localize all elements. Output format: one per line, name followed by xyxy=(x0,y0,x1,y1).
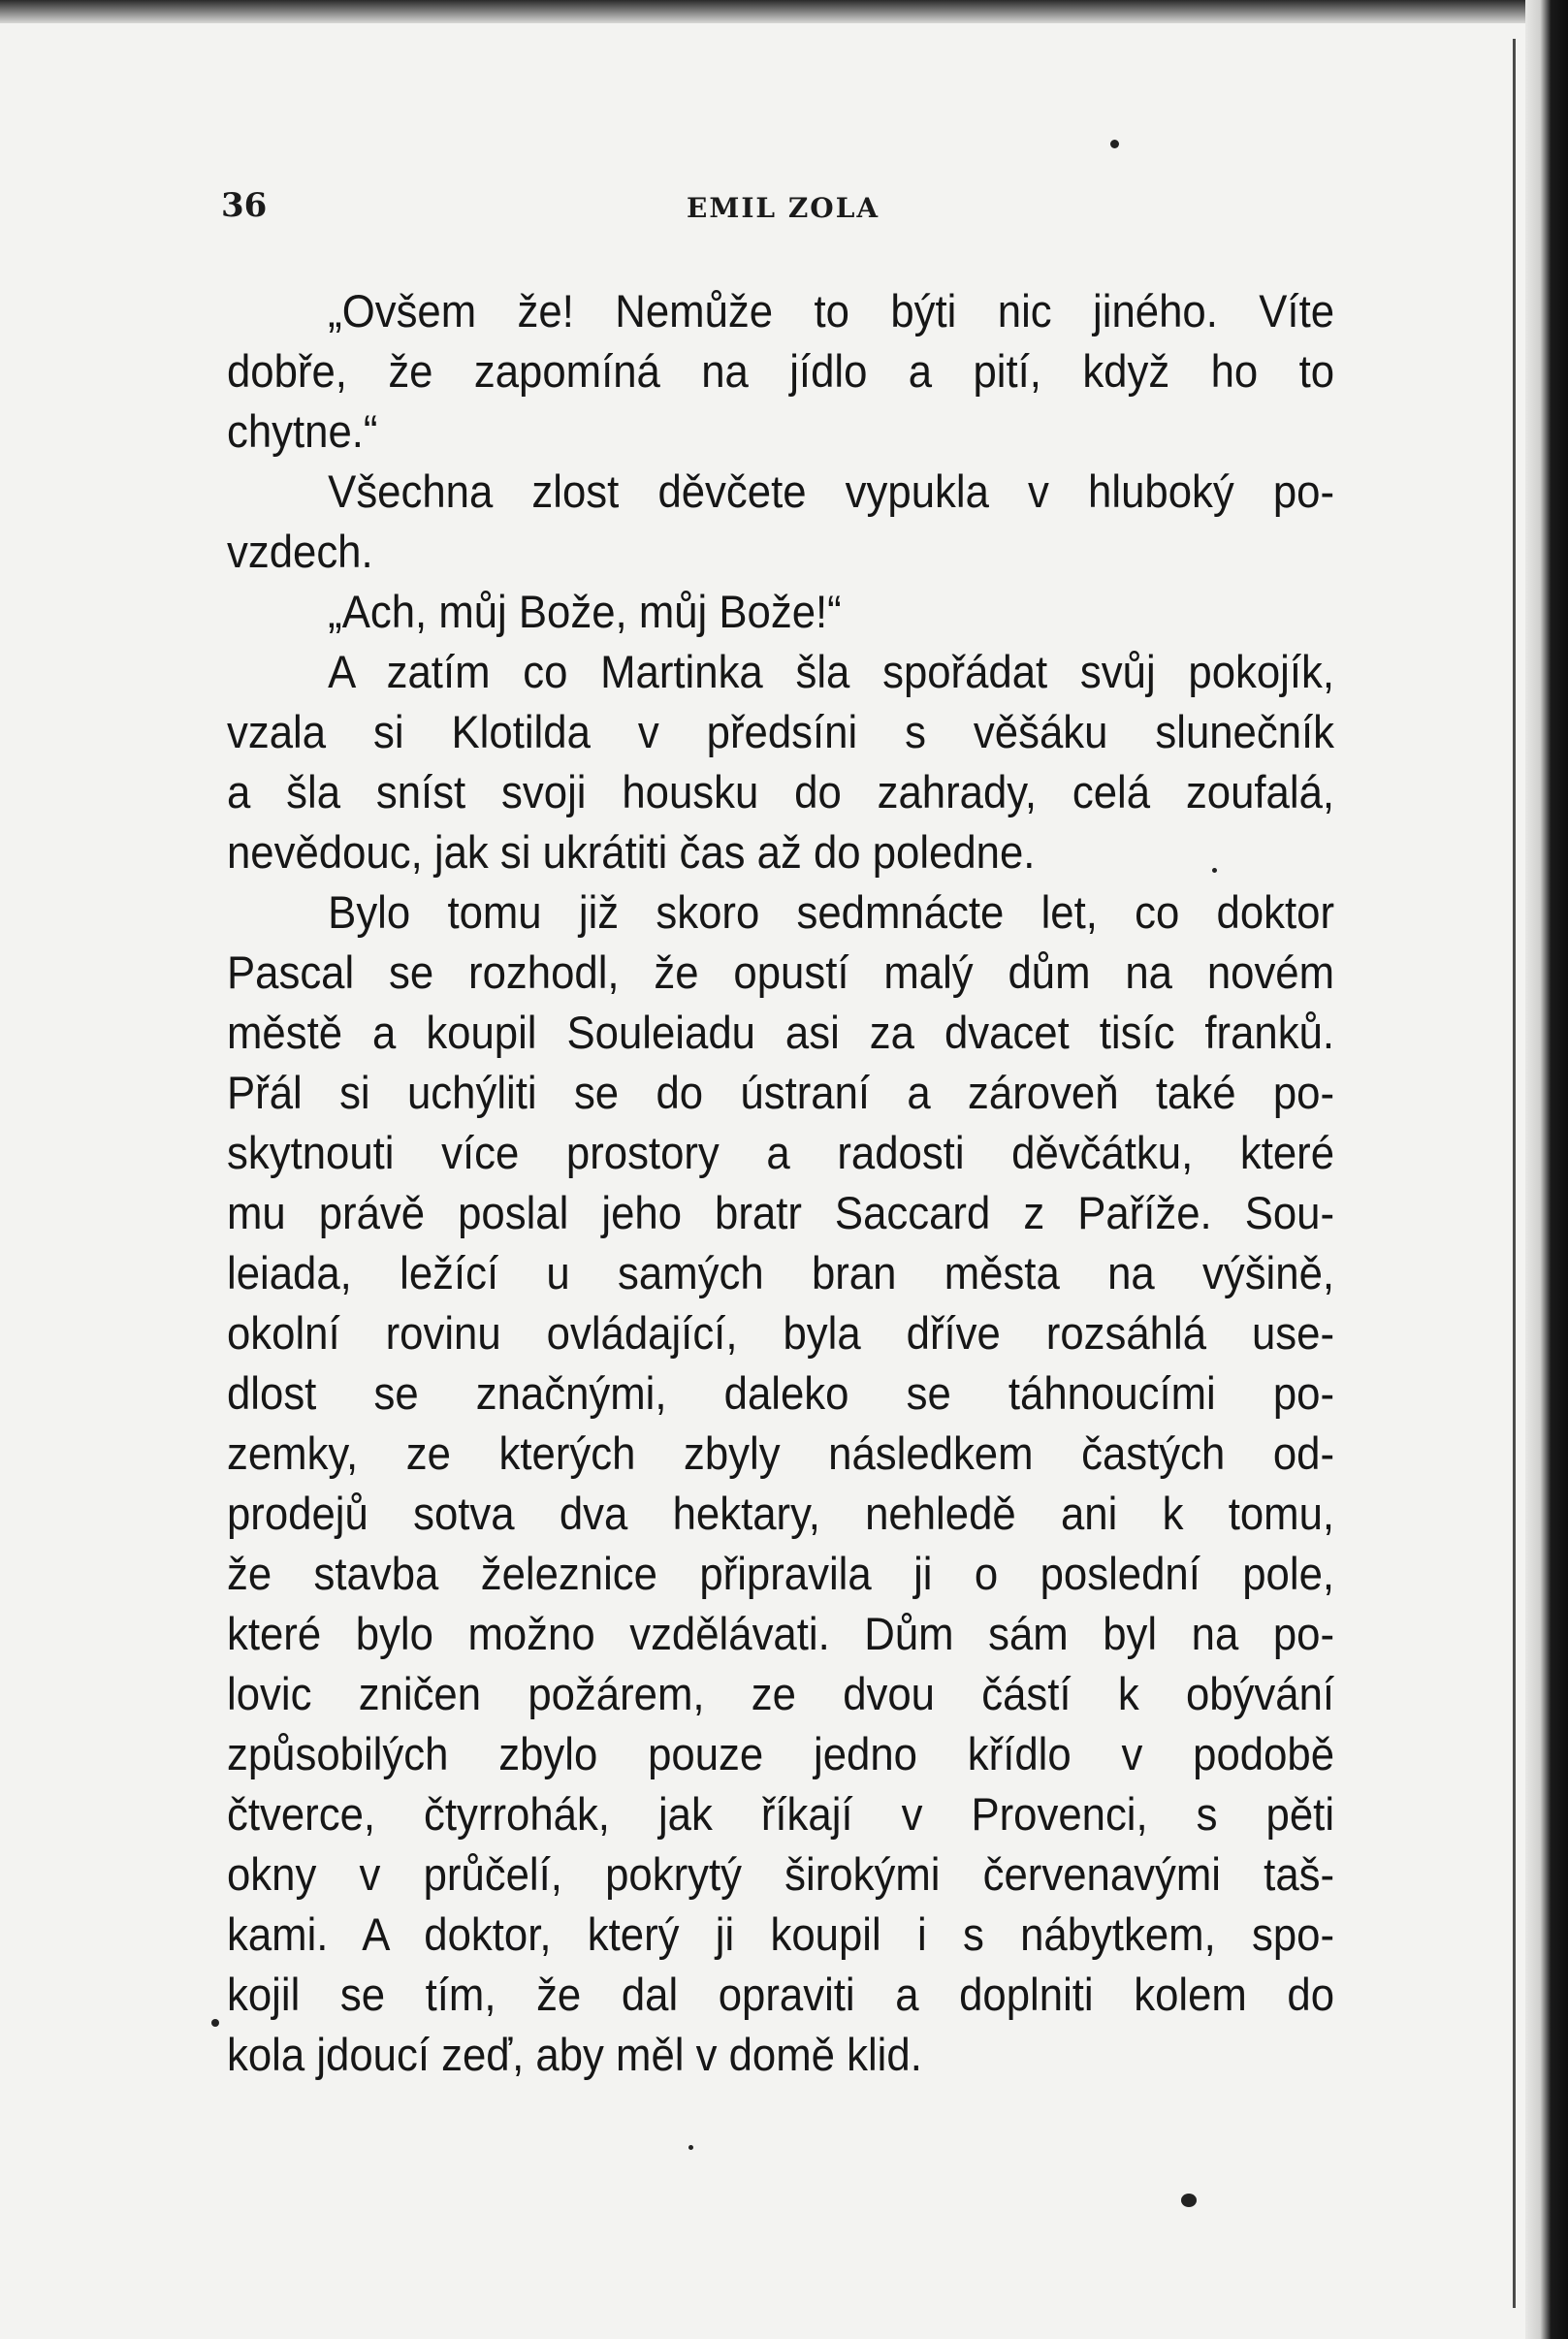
text-line: Všechna zlost děvčete vypukla v hluboký po- xyxy=(328,465,1335,517)
text-line: zemky, ze kterých zbyly následkem častých od- xyxy=(227,1427,1335,1479)
running-head: EMIL ZOLA xyxy=(687,192,880,224)
text-line: Bylo tomu již skoro sedmnácte let, co doktor xyxy=(328,886,1335,938)
page-number: 36 xyxy=(221,186,268,225)
text-line: a šla sníst svoji housku do zahrady, celá zoufalá, xyxy=(227,766,1335,817)
text-line: způsobilých zbylo pouze jedno křídlo v podobě xyxy=(227,1728,1335,1779)
text-line: „Ach, můj Bože, můj Bože!“ xyxy=(328,586,842,637)
text-line: městě a koupil Souleiadu asi za dvacet tisíc franků. xyxy=(227,1007,1335,1058)
text-line: Pascal se rozhodl, že opustí malý dům na novém xyxy=(227,946,1335,998)
scan-speck xyxy=(688,2145,693,2150)
page-header xyxy=(221,186,1346,235)
text-line: prodejů sotva dva hektary, nehledě ani k tomu, xyxy=(227,1488,1335,1539)
text-line: A zatím co Martinka šla spořádat svůj pokojík, xyxy=(328,646,1335,697)
text-line: čtverce, čtyrrohák, jak říkají v Provenci, s pěti xyxy=(227,1788,1335,1840)
scan-right-edge xyxy=(1525,0,1568,2339)
scan-speck xyxy=(211,2019,219,2027)
text-line: kami. A doktor, který ji koupil i s nábytkem, spo- xyxy=(227,1908,1335,1960)
text-line: mu právě poslal jeho bratr Saccard z Paříže. Sou- xyxy=(227,1187,1335,1238)
text-line: Přál si uchýliti se do ústraní a zároveň také po- xyxy=(227,1067,1335,1118)
text-line: vzdech. xyxy=(227,526,373,577)
text-line: nevědouc, jak si ukrátiti čas až do poledne. xyxy=(227,826,1036,878)
text-line: kola jdoucí zeď, aby měl v domě klid. xyxy=(227,2029,922,2080)
text-line: které bylo možno vzdělávati. Dům sám byl na po- xyxy=(227,1608,1335,1659)
scan-speck xyxy=(1181,2194,1197,2207)
text-line: okolní rovinu ovládající, byla dříve rozsáhlá use- xyxy=(227,1307,1335,1359)
text-line: skytnouti více prostory a radosti děvčátku, které xyxy=(227,1127,1335,1178)
text-line: kojil se tím, že dal opraviti a doplniti kolem do xyxy=(227,1969,1335,2020)
scan-speck xyxy=(1110,140,1119,148)
text-line: dlost se značnými, daleko se táhnoucími po- xyxy=(227,1367,1335,1419)
text-line: chytne.“ xyxy=(227,405,378,457)
text-line: okny v průčelí, pokrytý širokými červenavými taš- xyxy=(227,1848,1335,1900)
text-line: lovic zničen požárem, ze dvou částí k obývání xyxy=(227,1668,1335,1719)
text-line: leiada, ležící u samých bran města na výšině, xyxy=(227,1247,1335,1298)
text-line: vzala si Klotilda v předsíni s věšáku slunečník xyxy=(227,706,1335,757)
scan-top-shadow xyxy=(0,0,1568,23)
binding-line xyxy=(1513,39,1516,2308)
text-line: že stavba železnice připravila ji o poslední pole, xyxy=(227,1548,1335,1599)
body-text xyxy=(227,281,1335,2085)
text-line: dobře, že zapomíná na jídlo a pití, když ho to xyxy=(227,345,1335,397)
text-line: „Ovšem že! Nemůže to býti nic jiného. Víte xyxy=(328,285,1335,336)
